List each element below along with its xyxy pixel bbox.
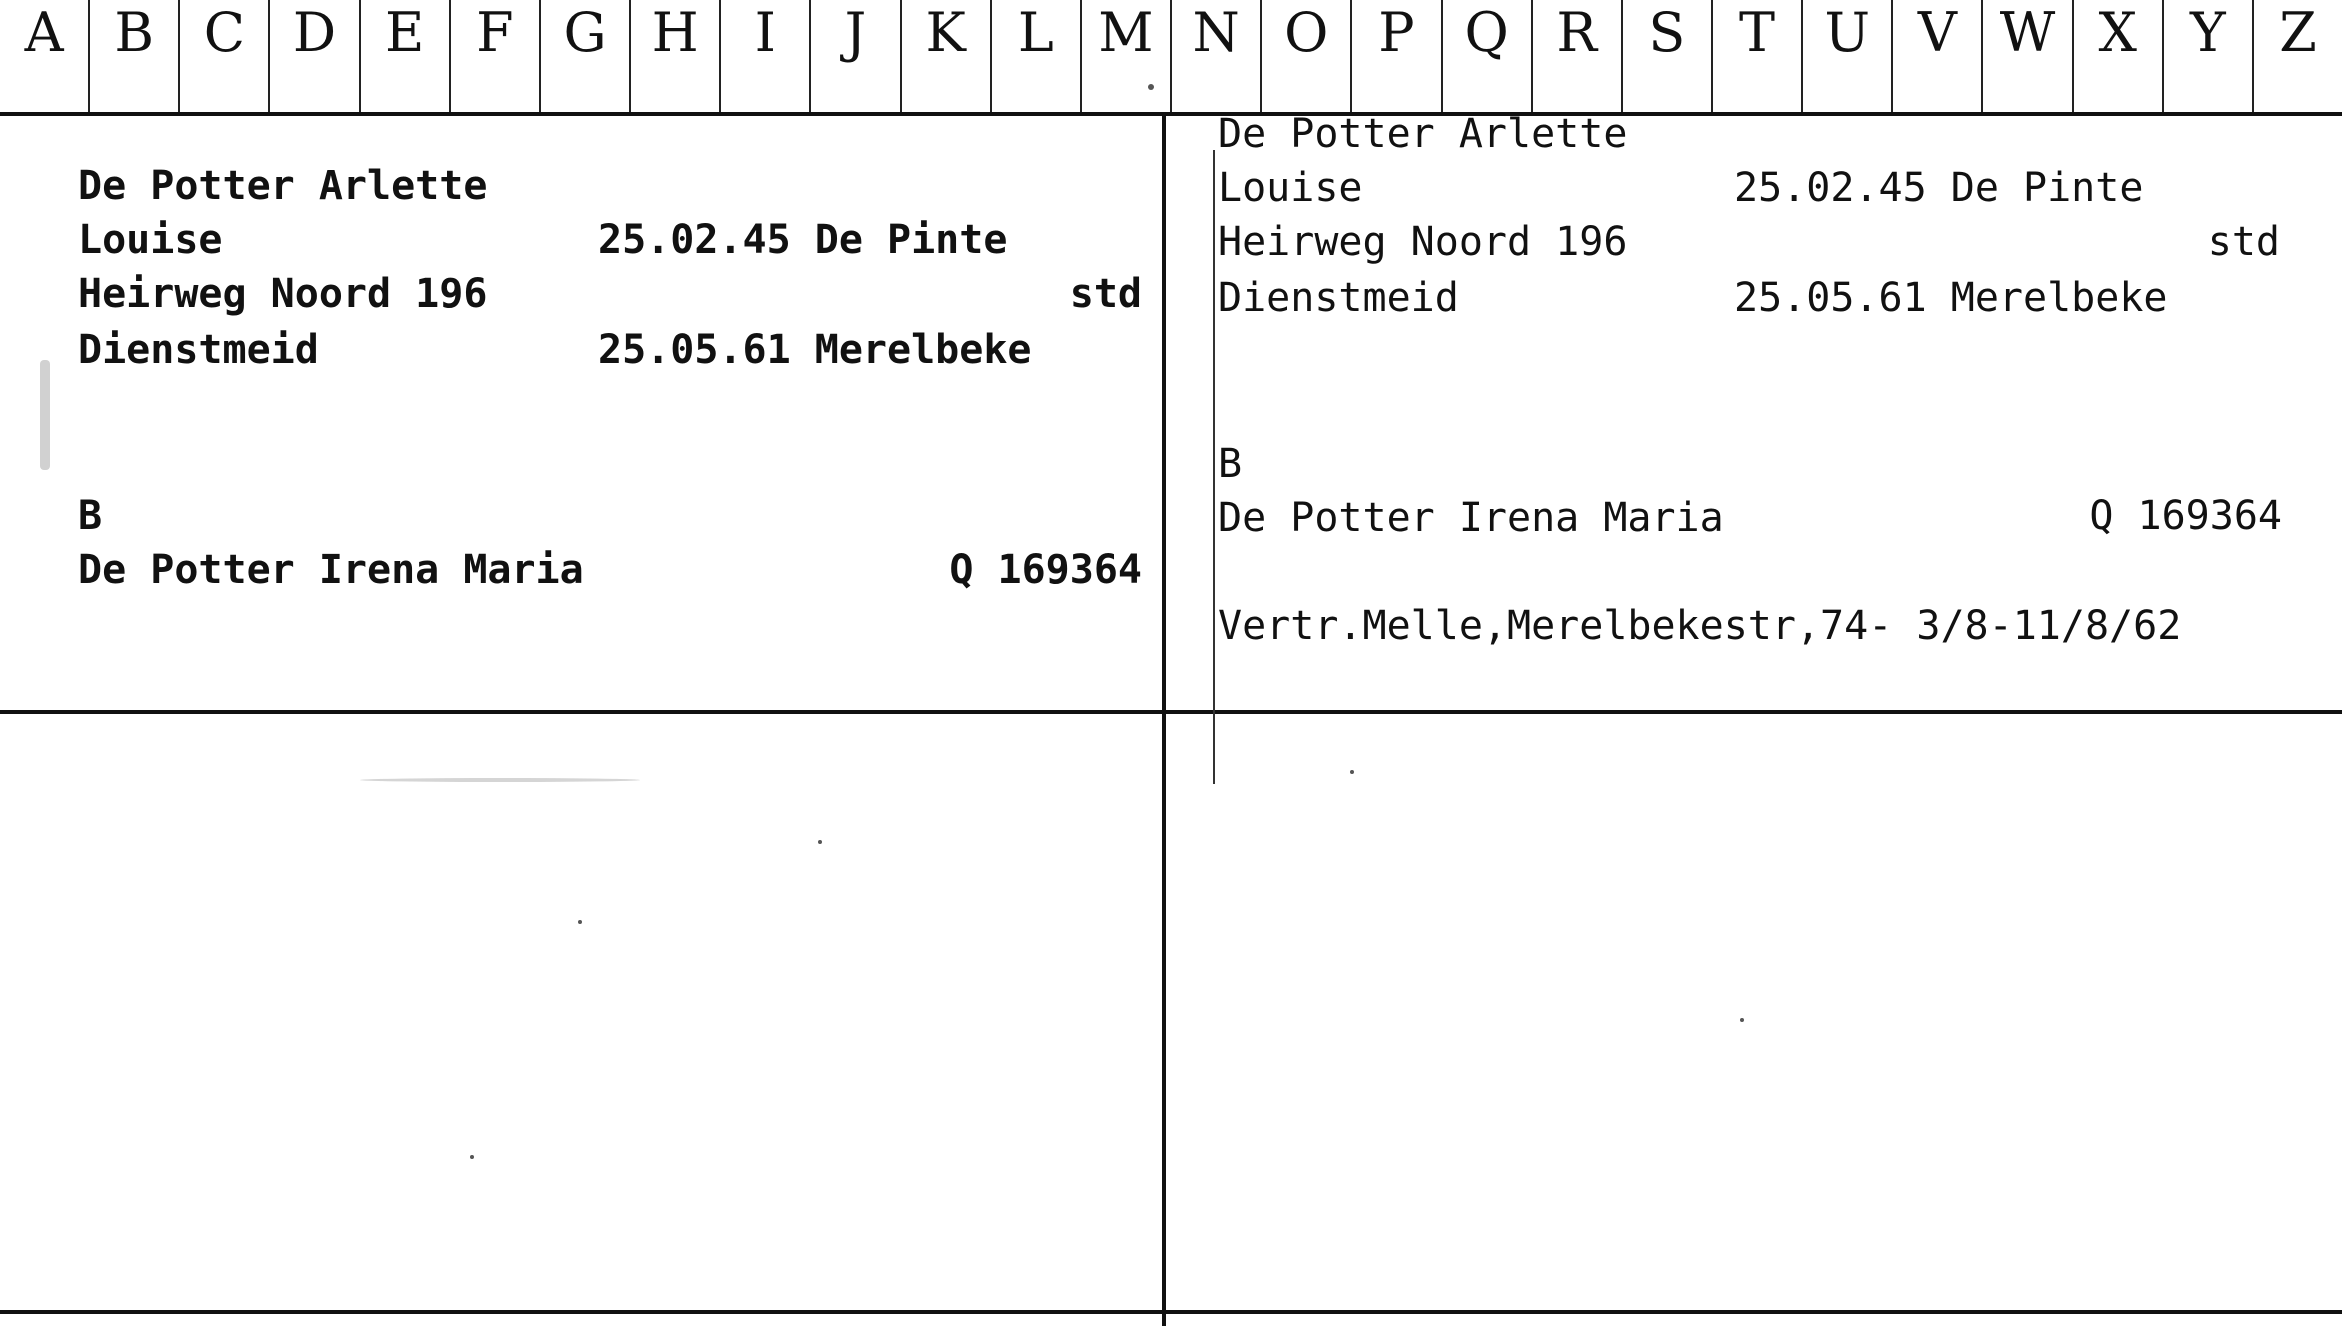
alphabet-letter-d: D bbox=[270, 0, 360, 112]
alphabet-letter-b: B bbox=[90, 0, 180, 112]
left-card-address: Heirweg Noord 196 bbox=[78, 271, 488, 317]
alphabet-letter-z: Z bbox=[2279, 1, 2317, 64]
alphabet-letter-c: C bbox=[180, 0, 270, 112]
right-card-name-line1: De Potter Arlette bbox=[1218, 111, 1628, 157]
left-card-name-line1: De Potter Arlette bbox=[78, 163, 488, 209]
scan-speck bbox=[1350, 770, 1354, 774]
alphabet-letter-y: Y bbox=[2164, 0, 2254, 112]
card-bottom-line bbox=[0, 1310, 2342, 1314]
scan-speck bbox=[578, 920, 582, 924]
alphabet-letter-l: L bbox=[992, 0, 1082, 112]
alphabet-letter-n: N bbox=[1172, 0, 1262, 112]
right-card-note: Vertr.Melle,Merelbekestr,74- 3/8-11/8/62 bbox=[1218, 603, 2182, 649]
right-card-relation: De Potter Irena Maria bbox=[1218, 495, 1724, 541]
right-card-occupation: Dienstmeid bbox=[1218, 275, 1459, 321]
alphabet-letter-s: S bbox=[1623, 0, 1713, 112]
left-card-birth: 25.02.45 De Pinte bbox=[598, 217, 1008, 263]
alphabet-letter-q: Q bbox=[1443, 0, 1533, 112]
left-card-ref: Q 169364 bbox=[949, 547, 1142, 593]
alphabet-letter-u: U bbox=[1803, 0, 1893, 112]
card-divider-horizontal bbox=[0, 710, 2342, 714]
right-card-status: std bbox=[2207, 219, 2280, 265]
alphabet-letter-e: E bbox=[361, 0, 451, 112]
alphabet-letter-p: P bbox=[1352, 0, 1442, 112]
right-card-section: B bbox=[1218, 441, 1243, 487]
right-card-name-line2: Louise bbox=[1218, 165, 1363, 211]
alphabet-letter-t: T bbox=[1713, 0, 1803, 112]
scan-smudge bbox=[40, 360, 50, 470]
alphabet-letter-r: R bbox=[1533, 0, 1623, 112]
left-card-date-place: 25.05.61 Merelbeke bbox=[598, 327, 1032, 373]
scan-speck bbox=[1148, 84, 1154, 90]
alphabet-letter-h: H bbox=[631, 0, 721, 112]
left-card-occupation: Dienstmeid bbox=[78, 327, 319, 373]
right-card-birth: 25.02.45 De Pinte bbox=[1734, 165, 2144, 211]
right-card-address: Heirweg Noord 196 bbox=[1218, 219, 1628, 265]
alphabet-letter-f: F bbox=[451, 0, 541, 112]
left-card-section: B bbox=[78, 493, 103, 539]
scan-speck bbox=[818, 840, 822, 844]
left-card-relation: De Potter Irena Maria bbox=[78, 547, 584, 593]
scan-speck bbox=[1740, 1018, 1744, 1022]
alphabet-letter-o: O bbox=[1262, 0, 1352, 112]
alphabet-letter-w: W bbox=[1983, 0, 2073, 112]
alphabet-letter-g: G bbox=[541, 0, 631, 112]
alphabet-letter-j: J bbox=[811, 0, 901, 112]
scan-smudge bbox=[360, 778, 640, 782]
right-card-ref: Q 169364 bbox=[2089, 493, 2282, 539]
left-card-name-line2: Louise bbox=[78, 217, 223, 263]
right-card-date-place: 25.05.61 Merelbeke bbox=[1734, 275, 2168, 321]
alphabet-letter-k: K bbox=[902, 0, 992, 112]
alphabet-letter-i: I bbox=[721, 0, 811, 112]
card-divider-vertical bbox=[1162, 112, 1166, 1326]
alphabet-letter-v: V bbox=[1893, 0, 1983, 112]
left-card-status: std bbox=[1069, 271, 1142, 317]
scan-speck bbox=[470, 1155, 474, 1159]
alphabet-letter-x: X bbox=[2074, 0, 2164, 112]
alphabet-letter-a: A bbox=[0, 0, 90, 112]
right-card-margin-rule bbox=[1213, 150, 1215, 784]
alphabet-index-strip bbox=[0, 0, 2342, 116]
alphabet-letter-m: M bbox=[1082, 0, 1172, 112]
